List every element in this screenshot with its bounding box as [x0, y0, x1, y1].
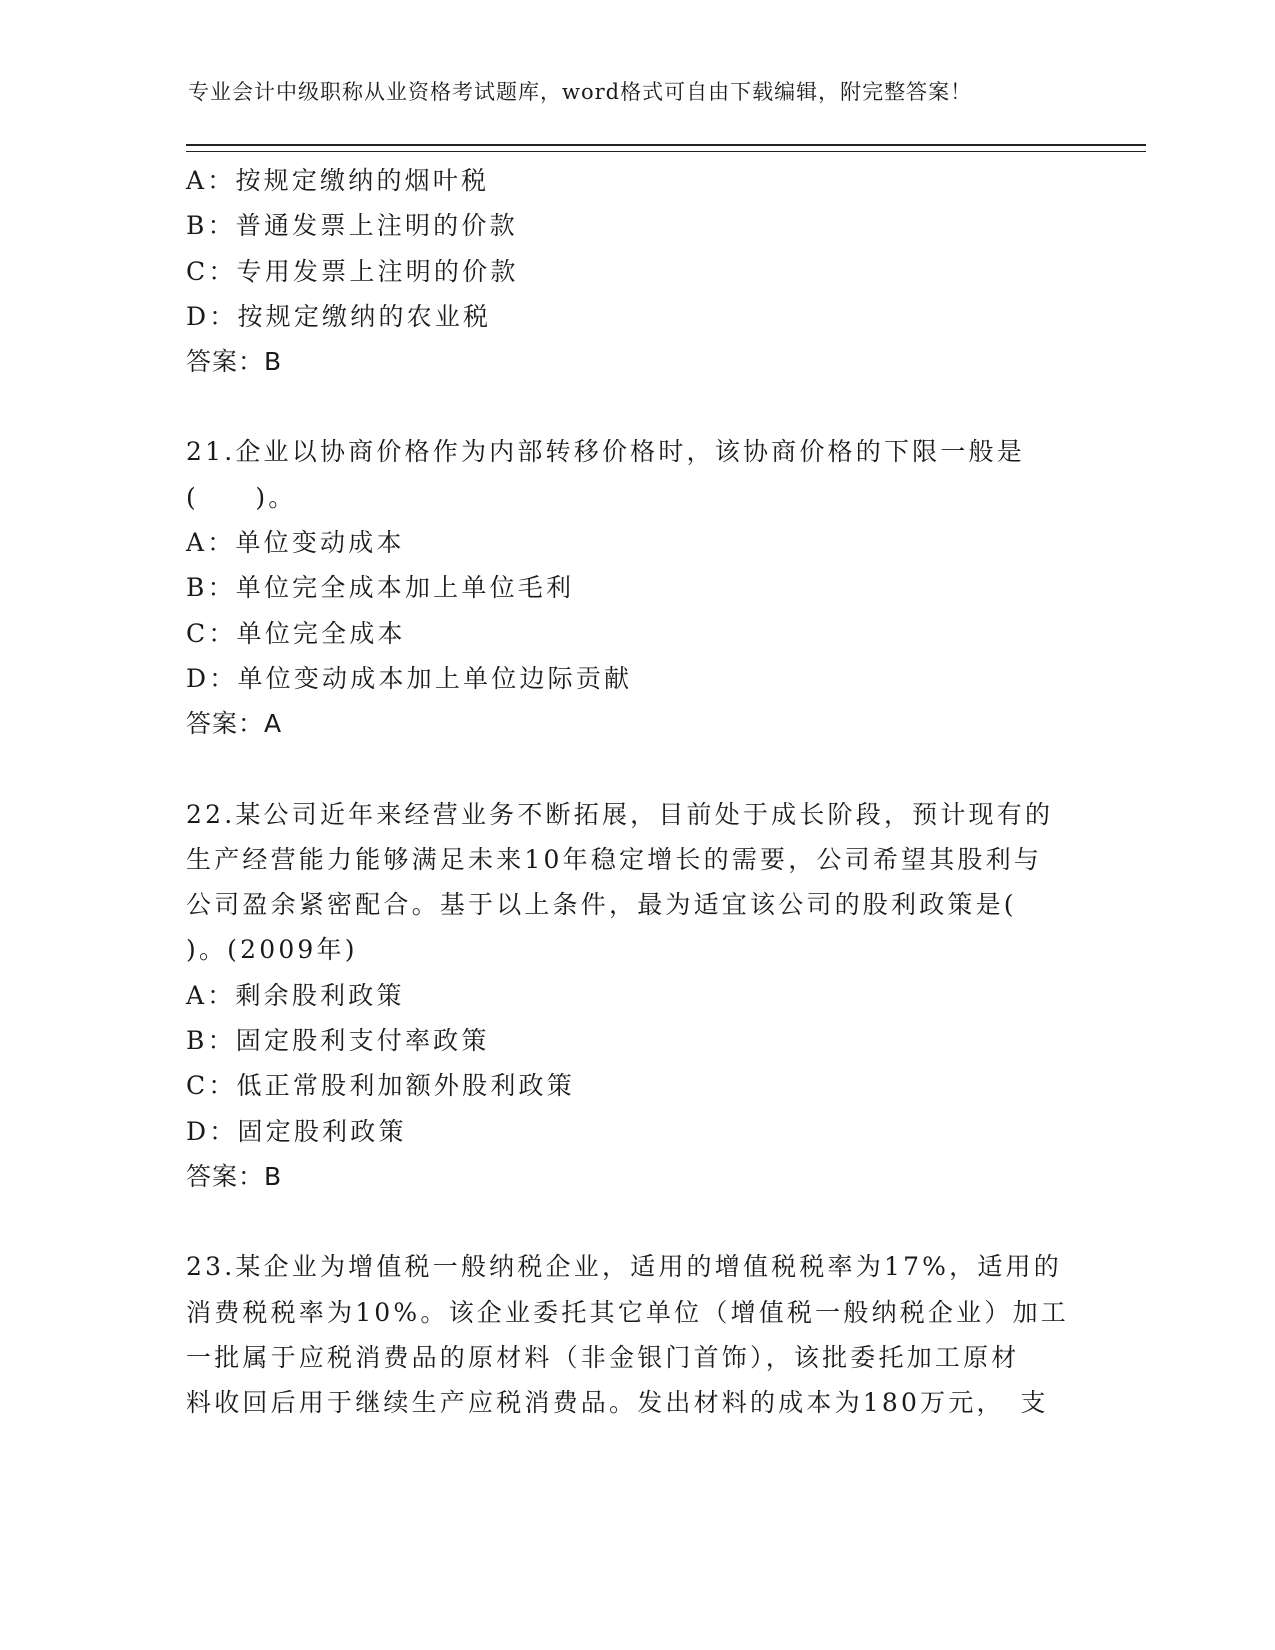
answer-key: 答案：A	[186, 709, 283, 739]
question-block	[186, 384, 1086, 746]
question-block	[186, 747, 1086, 1200]
block-spacer	[186, 384, 1086, 429]
answer-option: B：普通发票上注明的价款	[186, 211, 518, 241]
answer-option: C：单位完全成本	[186, 618, 406, 648]
question-text-line: 21.企业以协商价格作为内部转移价格时，该协商价格的下限一般是	[186, 437, 1025, 467]
question-text-line: 公司盈余紧密配合。基于以上条件，最为适宜该公司的股利政策是(	[186, 890, 1017, 920]
question-block	[186, 158, 1086, 384]
question-text-line: 一批属于应税消费品的原材料（非金银门首饰），该批委托加工原材	[186, 1342, 1020, 1372]
answer-option: A：按规定缴纳的烟叶税	[186, 166, 490, 195]
question-text-line: 22.某公司近年来经营业务不断拓展，目前处于成长阶段，预计现有的	[186, 799, 1054, 829]
question-block	[186, 1199, 1086, 1425]
question-text-line: 料收回后用于继续生产应税消费品。发出材料的成本为180万元， 支	[186, 1388, 1049, 1418]
question-text-line: )。(2009年)	[186, 935, 358, 965]
answer-option: D：单位变动成本加上单位边际贡献	[186, 663, 633, 693]
answer-option: B：固定股利支付率政策	[186, 1026, 490, 1056]
page-header: 专业会计中级职称从业资格考试题库，word格式可自由下载编辑，附完整答案！	[188, 80, 973, 104]
answer-option: C：低正常股利加额外股利政策	[186, 1071, 575, 1101]
question-text-line: 23.某企业为增值税一般纳税企业，适用的增值税税率为17%，适用的	[186, 1252, 1062, 1282]
question-text-line: ( )。	[186, 482, 297, 512]
answer-option: B：单位完全成本加上单位毛利	[186, 573, 575, 603]
answer-option: C：专用发票上注明的价款	[186, 256, 519, 286]
block-spacer	[186, 1199, 1086, 1244]
header-rule-thick	[186, 144, 1146, 146]
answer-option: D：固定股利政策	[186, 1116, 407, 1146]
answer-key: 答案：B	[186, 347, 283, 377]
question-text-line: 消费税税率为10%。该企业委托其它单位（增值税一般纳税企业）加工	[186, 1297, 1069, 1327]
question-text-line: 生产经营能力能够满足未来10年稳定增长的需要，公司希望其股利与	[186, 844, 1043, 874]
answer-option: D：按规定缴纳的农业税	[186, 301, 492, 331]
block-spacer	[186, 747, 1086, 792]
answer-option: A：单位变动成本	[186, 528, 405, 558]
answer-key: 答案：B	[186, 1161, 283, 1191]
answer-option: A：剩余股利政策	[186, 980, 405, 1010]
question-list	[186, 158, 1086, 1425]
header-rule-thin	[186, 151, 1146, 152]
